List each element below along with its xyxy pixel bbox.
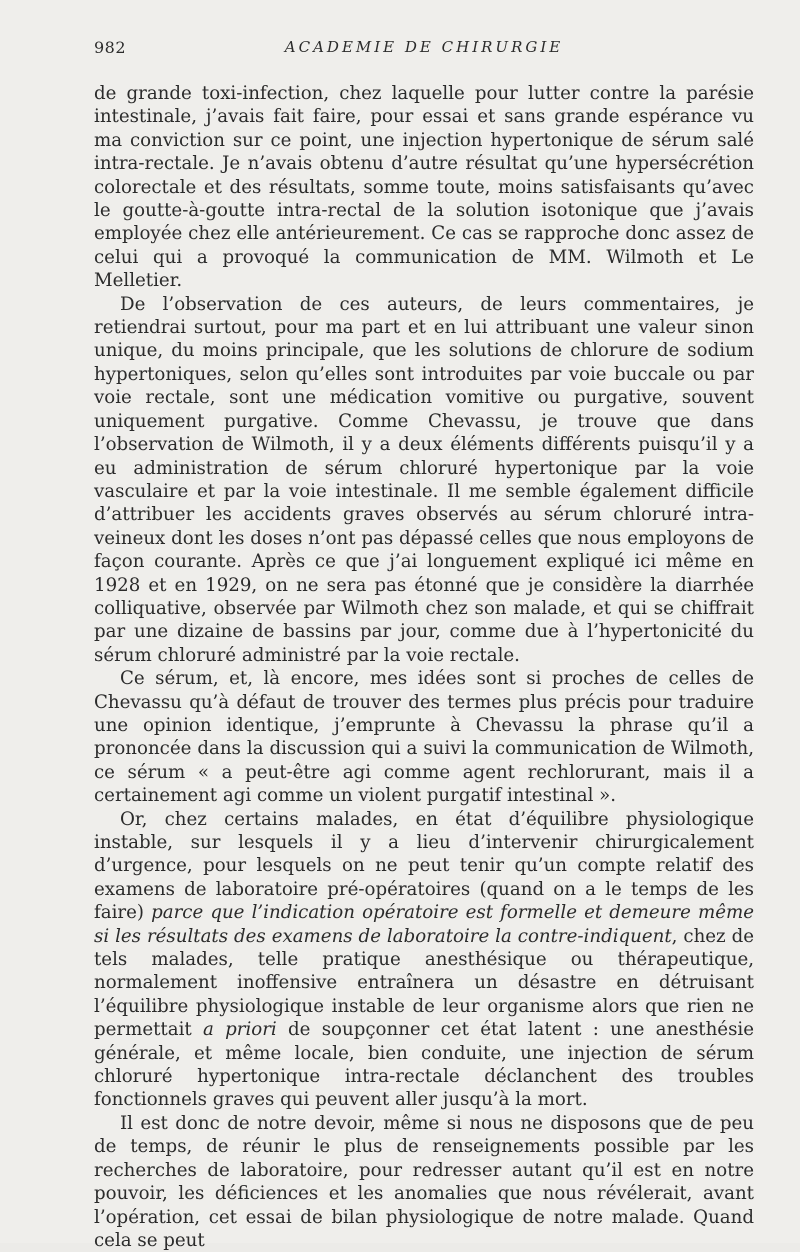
- paragraph-4-text-start: Or, chez certains malades, en état d’équilibre physiologique instable, sur lesquels il y a lieu d’intervenir chirurgicalement d’urgence, pour lesquels on ne peut tenir qu’un compte relatif des examens de laboratoire pré-opératoires (quand on a le temps de les faire): [94, 808, 754, 924]
- page-number: 982: [94, 38, 127, 57]
- paragraph-4: [94, 808, 754, 1112]
- page-header: [94, 38, 754, 58]
- paragraph-4-italic-phrase: parce que l’indication opératoire est formelle et demeure même si les résultats des examens de laboratoire la contre-indiquent: [94, 902, 754, 947]
- paragraph-5: Il est donc de notre devoir, même si nous ne disposons que de peu de temps, de réunir le plus de renseignements possible par les recherches de laboratoire, pour redresser autant qu’il est en notre pouvoir, les déficiences et les anomalies que nous révélerait, avant l’opération, cet essai de bilan physiologique de notre malade. Quand cela se peut: [94, 1112, 754, 1251]
- paragraph-4-text-middle: , chez de tels malades, telle pratique anesthésique ou thérapeutique, normalement inoffensive entraînera un désastre en détruisant l’équilibre physiologique instable de leur organisme alors que rien ne permettait: [94, 925, 754, 1041]
- body-text: [94, 82, 754, 1252]
- paragraph-1: de grande toxi-infection, chez laquelle pour lutter contre la parésie intestinale, j’avais fait faire, pour essai et sans grande espérance vu ma conviction sur ce point, une injection hypertonique de sérum salé intra-rectale. Je n’avais obtenu d’autre résultat qu’une hypersécrétion colorectale et des résultats, somme toute, moins satisfaisants qu’avec le goutte-à-goutte intra-rectal de la solution isotonique que j’avais employée chez elle antérieurement. Ce cas se rapproche donc assez de celui qui a provoqué la communication de MM. Wilmoth et Le Melletier.: [94, 83, 754, 292]
- paragraph-3: Ce sérum, et, là encore, mes idées sont si proches de celles de Chevassu qu’à défaut de trouver des termes plus précis pour traduire une opinion identique, j’emprunte à Chevassu la phrase qu’il a prononcée dans la discussion qui a suivi la communication de Wilmoth, ce sérum « a peut-être agi comme agent rechlorurant, mais il a certainement agi comme un violent purgatif intestinal ».: [94, 668, 754, 807]
- paragraph-4-italic-a-priori: a priori: [202, 1019, 277, 1041]
- running-title: ACADEMIE DE CHIRURGIE: [284, 38, 564, 56]
- paragraph-4-text-end: de soupçonner cet état latent : une anesthésie générale, et même locale, bien conduite, une injection de sérum chloruré hypertonique intra-rectale déclanchent des troubles fonctionnels graves qui peuvent aller jusqu’à la mort.: [94, 1019, 754, 1111]
- paragraph-2: De l’observation de ces auteurs, de leurs commentaires, je retiendrai surtout, pour ma part et en lui attribuant une valeur sinon unique, du moins principale, que les solutions de chlorure de sodium hypertoniques, selon qu’elles sont introduites par voie buccale ou par voie rectale, sont une médication vomitive ou purgative, souvent uniquement purgative. Comme Chevassu, je trouve que dans l’observation de Wilmoth, il y a deux éléments différents puisqu’il y a eu administration de sérum chloruré hypertonique par la voie vasculaire et par la voie intestinale. Il me semble également difficile d’attribuer les accidents graves observés au sérum chloruré intra-veineux dont les doses n’ont pas dépassé celles que nous employons de façon courante. Après ce que j’ai longuement expliqué ici même en 1928 et en 1929, on ne sera pas étonné que je considère la diarrhée colliquative, observée par Wilmoth chez son malade, et qui se chiffrait par une dizaine de bassins par jour, comme due à l’hypertonicité du sérum chloruré administré par la voie rectale.: [94, 293, 754, 666]
